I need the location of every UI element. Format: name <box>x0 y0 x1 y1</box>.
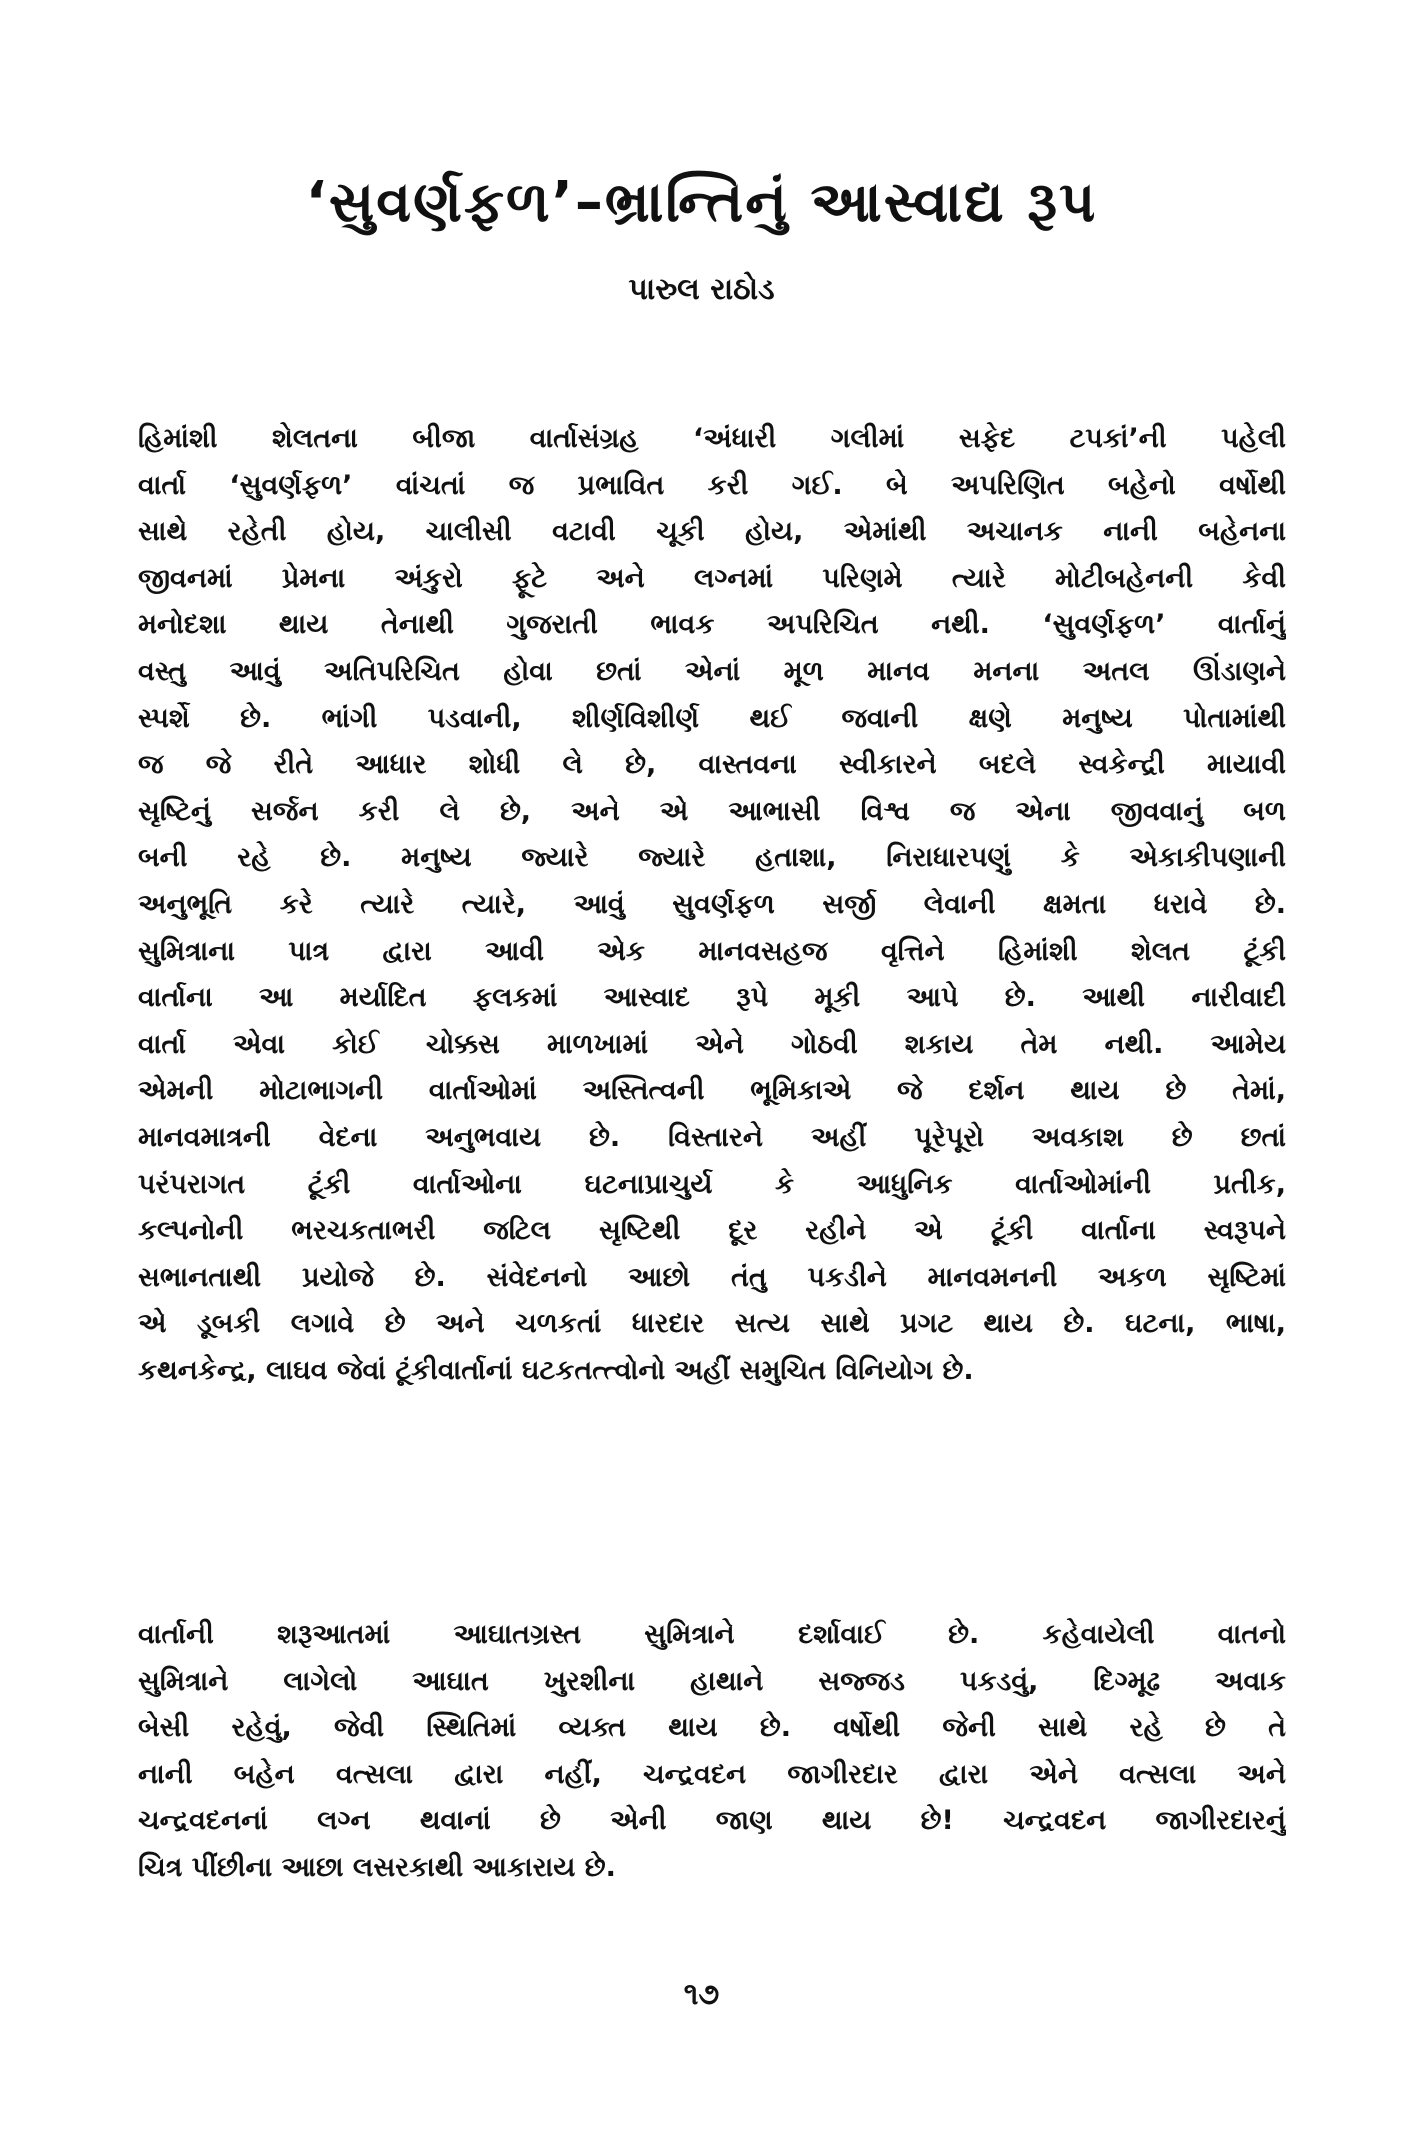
article-title: ‘સુવર્ણફળ’–ભ્રાન્તિનું આસ્વાદ્ય રૂપ <box>305 170 1098 235</box>
text-line: હિમાંશી શેલતના બીજા વાર્તાસંગ્રહ ‘અંધારી ગલીમાં સફેદ ટપકાં’ની પહેલી <box>138 423 1286 454</box>
text-line: ચન્દ્રવદનનાં લગ્ન થવાનાં છે એની જાણ થાય છે! ચન્દ્રવદન જાગીરદારનું <box>138 1805 1286 1837</box>
text-line: સુમિત્રાને લાગેલો આઘાત ખુરશીના હાથાને સજ્જડ પકડવું, દિગ્મૂઢ અવાક <box>138 1665 1286 1697</box>
text-line: એ ડૂબકી લગાવે છે અને ચળકતાં ધારદાર સત્ય સાથે પ્રગટ થાય છે. ઘટના, ભાષા, <box>138 1308 1286 1340</box>
text-line: નાની બહેન વત્સલા દ્વારા નહીં, ચન્દ્રવદન જાગીરદાર દ્વારા એને વત્સલા અને <box>138 1758 1286 1790</box>
page-number: ૧૭ <box>683 1977 720 2012</box>
text-line: સુમિત્રાના પાત્ર દ્વારા આવી એક માનવસહજ વૃત્તિને હિમાંશી શેલત ટૂંકી <box>138 935 1286 967</box>
text-line: માનવમાત્રની વેદના અનુભવાય છે. વિસ્તારને અહીં પૂરેપૂરો અવકાશ છે છતાં <box>138 1121 1286 1153</box>
author-name: પારુલ રાઠોડ <box>628 272 775 307</box>
text-line: સભાનતાથી પ્રયોજે છે. સંવેદનનો આછો તંતુ પકડીને માનવમનની અકળ સૃષ્ટિમાં <box>138 1261 1286 1293</box>
text-line: જીવનમાં પ્રેમના અંકુરો ફૂટે અને લગ્નમાં પરિણમે ત્યારે મોટીબહેનની કેવી <box>138 562 1286 594</box>
text-line: બની રહે છે. મનુષ્ય જ્યારે જ્યારે હતાશા, નિરાધારપણું કે એકાકીપણાની <box>138 842 1286 874</box>
paragraph-2 <box>138 1612 1286 1892</box>
text-line: સાથે રહેતી હોય, ચાલીસી વટાવી ચૂકી હોય, એમાંથી અચાનક નાની બહેનના <box>138 516 1286 548</box>
text-line: પરંપરાગત ટૂંકી વાર્તાઓના ઘટનાપ્રાચુર્ય કે આધુનિક વાર્તાઓમાંની પ્રતીક, <box>138 1168 1286 1200</box>
text-line: બેસી રહેવું, જેવી સ્થિતિમાં વ્યક્ત થાય છે. વર્ષોથી જેની સાથે રહે છે તે <box>138 1712 1286 1744</box>
paragraph-1 <box>138 416 1286 1394</box>
text-line: ચિત્ર પીંછીના આછા લસરકાથી આકારાય છે. <box>138 1851 616 1883</box>
text-line: વાર્તાની શરૂઆતમાં આઘાતગ્રસ્ત સુમિત્રાને દર્શાવાઈ છે. કહેવાયેલી વાતનો <box>138 1619 1286 1650</box>
text-line: વાર્તાના આ મર્યાદિત ફલકમાં આસ્વાદ રૂપે મૂકી આપે છે. આથી નારીવાદી <box>138 982 1286 1014</box>
text-line: મનોદશા થાય તેનાથી ગુજરાતી ભાવક અપરિચિત નથી. ‘સુવર્ણફળ’ વાર્તાનું <box>138 609 1286 641</box>
text-line: કથનકેન્દ્ર, લાઘવ જેવાં ટૂંકીવાર્તાનાં ઘટકતત્ત્વોનો અહીં સમુચિત વિનિયોગ છે. <box>138 1354 974 1386</box>
text-line: સ્પર્શે છે. ભાંગી પડવાની, શીર્ણવિશીર્ણ થઈ જવાની ક્ષણે મનુષ્ય પોતામાંથી <box>138 702 1286 734</box>
text-line: સૃષ્ટિનું સર્જન કરી લે છે, અને એ આભાસી વિશ્વ જ એના જીવવાનું બળ <box>138 795 1286 827</box>
text-line: એમની મોટાભાગની વાર્તાઓમાં અસ્તિત્વની ભૂમિકાએ જે દર્શન થાય છે તેમાં, <box>138 1075 1286 1107</box>
text-line: અનુભૂતિ કરે ત્યારે ત્યારે, આવું સુવર્ણફળ સર્જી લેવાની ક્ષમતા ધરાવે છે. <box>138 888 1286 920</box>
text-line: વસ્તુ આવું અતિપરિચિત હોવા છતાં એનાં મૂળ માનવ મનના અતલ ઊંડાણને <box>138 655 1286 687</box>
text-line: વાર્તા એવા કોઈ ચોક્કસ માળખામાં એને ગોઠવી શકાય તેમ નથી. આમેય <box>138 1028 1286 1060</box>
text-line: કલ્પનોની ભરચકતાભરી જટિલ સૃષ્ટિથી દૂર રહીને એ ટૂંકી વાર્તાના સ્વરૂપને <box>138 1215 1286 1247</box>
text-line: જ જે રીતે આધાર શોધી લે છે, વાસ્તવના સ્વીકારને બદલે સ્વકેન્દ્રી માયાવી <box>138 749 1286 781</box>
text-line: વાર્તા ‘સુવર્ણફળ’ વાંચતાં જ પ્રભાવિત કરી ગઈ. બે અપરિણિત બહેનો વર્ષોથી <box>138 469 1286 501</box>
